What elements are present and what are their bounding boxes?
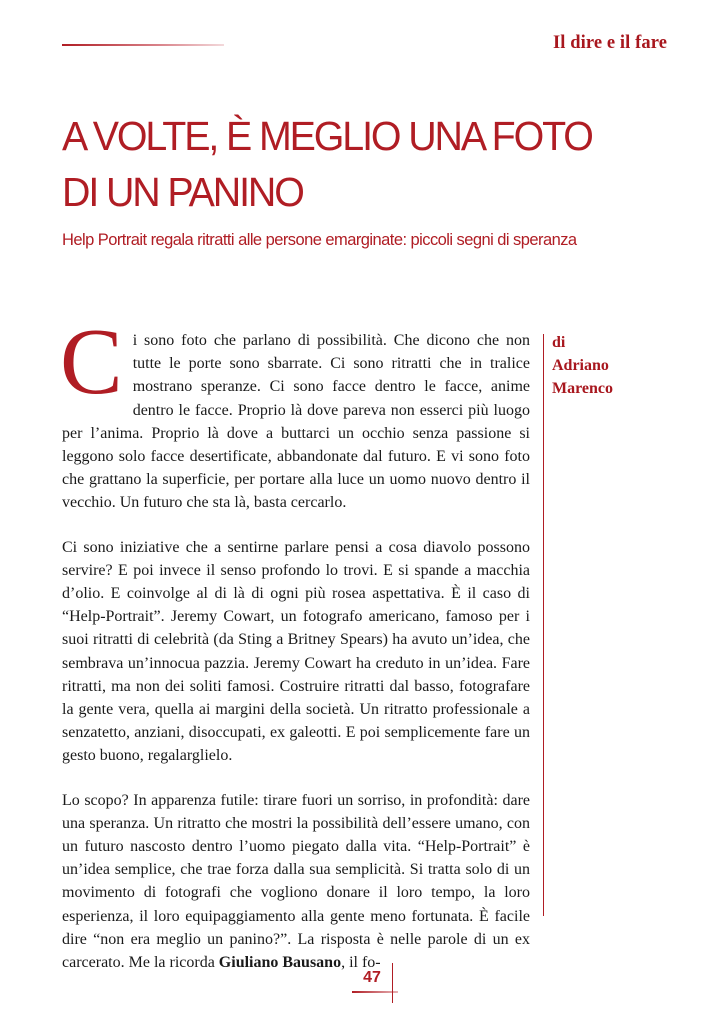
byline: [552, 331, 613, 400]
headline-line-1: A VOLTE, È MEGLIO UNA FOTO: [62, 113, 592, 159]
paragraph-2: Ci sono iniziative che a sentirne parlare pensi a cosa diavolo possono servire? E poi invece il senso profondo lo trovi. E si spande a macchia d’olio. E coinvolge al di là di ogni più rosea aspettativa. È il caso di “Help-Portrait”. Jeremy Cowart, un fotografo americano, famoso per i suoi ritratti di celebrità (da Sting a Britney Spears) ha avuto un’idea, che sembrava un’innocua pazzia. Jeremy Cowart ha creduto in un’idea. Fare ritratti, ma non dei soliti famosi. Costruire ritratti dal basso, fotografare la gente vera, quella ai margini della società. Un ritratto professionale a senzatetto, anziani, disoccupati, ex galeotti. E poi semplicemente fare un gesto buono, regalarglielo.: [62, 538, 530, 765]
author-last-name: Marenco: [552, 380, 614, 397]
article-subtitle: Help Portrait regala ritratti alle persone emarginate: piccoli segni di speranza: [62, 231, 577, 249]
article-headline: [62, 108, 657, 220]
paragraph-1-text: i sono foto che parlano di possibilità. Che dicono che non tutte le porte sono sbarrate. Ci sono ritratti che in tralice mostrano speranze. Ci sono facce dentro le facce, anime dentro le facce. Proprio là dove pareva non esserci più luogo per l’anima. Proprio là dove a buttarci un occhio senza passione si leggono solo facce desertificate, abbandonate dal futuro. E vi sono foto che grattano la superficie, per portare alla luce un uomo nuovo dentro il vecchio. Un futuro che sta là, basta cercarlo.: [62, 332, 530, 512]
quoted-name: Giuliano Bausano: [218, 954, 342, 972]
paragraph-3-tail: , il fo-: [341, 954, 381, 972]
paragraph-1: [60, 310, 530, 515]
author-first-name: Adriano: [552, 357, 609, 374]
headline-line-2: DI UN PANINO: [62, 169, 303, 215]
article-body: [60, 310, 530, 995]
page-number: 47: [363, 969, 381, 986]
paragraph-3-text: Lo scopo? In apparenza futile: tirare fuori un sorriso, in profondità: dare una speranza. Un ritratto che mostri la possibilità dell’essere umano, con un futuro nascosto dentro l’uomo piegato dalla vita. “Help-Portrait” è un’idea semplice, che trae forza dalla sua semplicità. Si tratta solo di un movimento di fotografi che vogliono donare il loro tempo, la loro esperienza, il loro equipaggiamento alla gente meno fortunata. È facile dire “non era meglio un panino?”. La risposta è nelle parole di un ex carcerato. Me la ricorda: [62, 791, 530, 972]
paragraph-3: [62, 789, 530, 975]
header-rule: [62, 44, 224, 46]
byline-prefix: di: [552, 334, 566, 351]
drop-cap: C: [60, 310, 123, 414]
page-number-tick: [392, 963, 393, 1003]
byline-divider: [543, 334, 544, 916]
section-title: Il dire e il fare: [552, 33, 667, 53]
